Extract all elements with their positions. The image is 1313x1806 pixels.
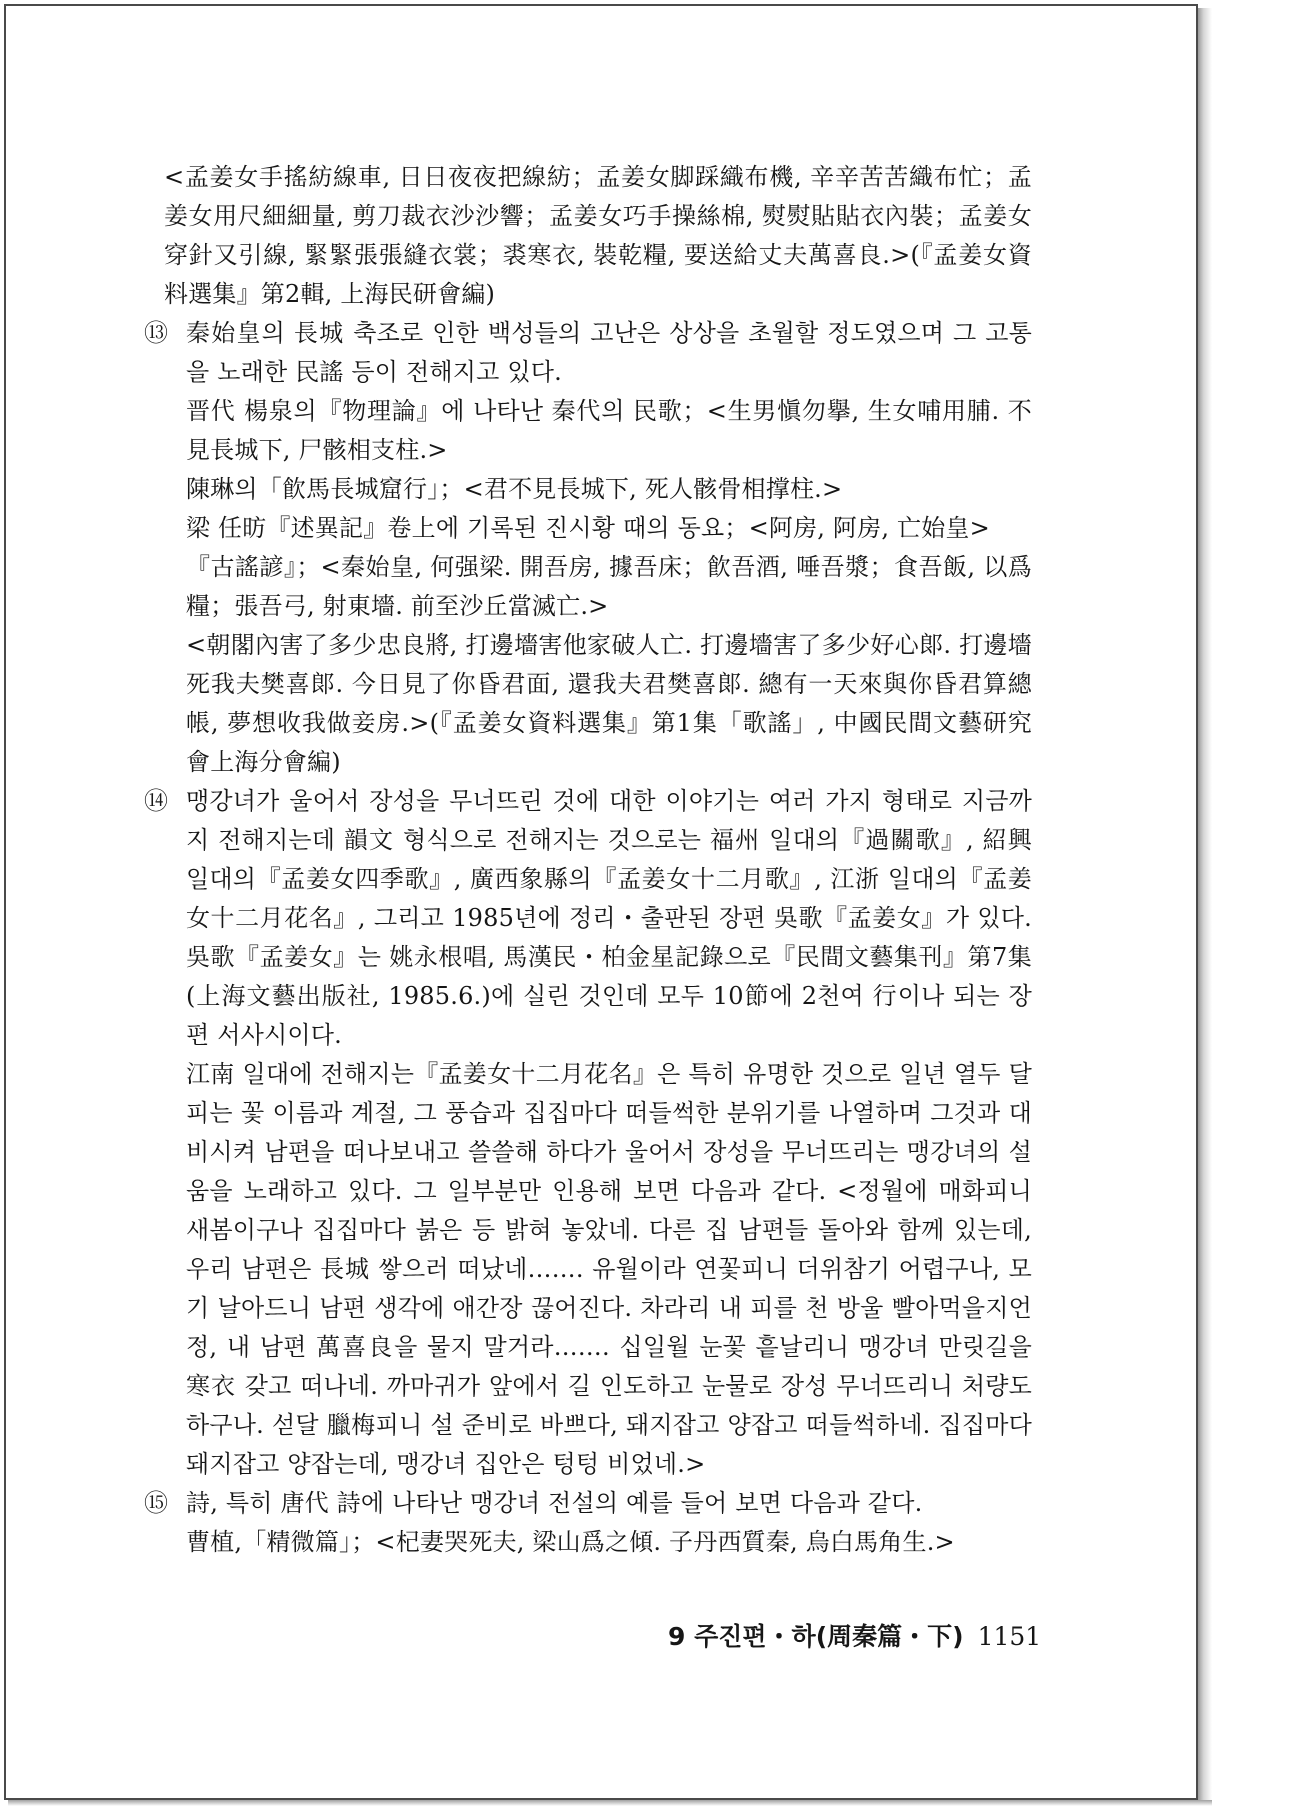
note-number: ⑭ bbox=[144, 787, 169, 815]
page-body bbox=[144, 158, 1032, 1562]
note-15-line-1: 曹植,「精微篇」；<杞妻哭死夫, 梁山爲之傾. 子丹西質秦, 烏白馬角生.> bbox=[186, 1528, 955, 1556]
note-text: 맹강녀가 울어서 장성을 무너뜨린 것에 대한 이야기는 여러 가지 형태로 지금까지 전해지는데 韻文 형식으로 전해지는 것으로는 福州 일대의『過關歌』, 紹興 일대의『孟姜女四季歌』, 廣西象縣의『孟姜女十二月歌』, 江浙 일대의『孟姜女十二月花名』, 그리고 1985년에 정리・출판된 장편 吳歌『孟姜女』가 있다. 吳歌『孟姜女』는 姚永根唱, 馬漢民・柏金星記錄으로『民間文藝集刊』第7集(上海文藝出版社, 1985.6.)에 실린 것인데 모두 10節에 2천여 行이나 되는 장편 서사시이다. bbox=[186, 787, 1032, 1049]
page-bottom-shadow bbox=[8, 1800, 1212, 1806]
note-15 bbox=[144, 1484, 1032, 1523]
note-14 bbox=[144, 782, 1032, 1055]
note-number: ⑬ bbox=[144, 319, 169, 347]
note-13-line-4: 『古謠諺』；<秦始皇, 何强梁. 開吾房, 據吾床；飮吾酒, 唾吾漿；食吾飯, 以爲糧；張吾弓, 射東墻. 前至沙丘當滅亡.> bbox=[186, 553, 1032, 620]
chapter-title: 9 주진편・하(周秦篇・下) bbox=[668, 1622, 964, 1651]
note-13-line-3: 梁 任昉『述異記』卷上에 기록된 진시황 때의 동요；<阿房, 阿房, 亡始皇> bbox=[186, 514, 990, 542]
page-edge-shadow bbox=[1198, 8, 1212, 1804]
note-13-line-2: 陳琳의「飮馬長城窟行」；<君不見長城下, 死人骸骨相撑柱.> bbox=[186, 475, 843, 503]
note-13-line-1: 晋代 楊泉의『物理論』에 나타난 秦代의 民歌；<生男愼勿擧, 生女哺用脯. 不見長城下, 尸骸相支柱.> bbox=[186, 397, 1032, 464]
page-footer bbox=[668, 1620, 1041, 1654]
note-text: 秦始皇의 長城 축조로 인한 백성들의 고난은 상상을 초월할 정도였으며 그 고통을 노래한 民謠 등이 전해지고 있다. bbox=[186, 319, 1032, 386]
note-text: 詩, 특히 唐代 詩에 나타난 맹강녀 전설의 예를 들어 보면 다음과 같다. bbox=[186, 1489, 923, 1517]
note-14-line-1: 江南 일대에 전해지는『孟姜女十二月花名』은 특히 유명한 것으로 일년 열두 달 피는 꽃 이름과 계절, 그 풍습과 집집마다 떠들썩한 분위기를 나열하며 그것과 대비시켜 남편을 떠나보내고 쓸쓸해 하다가 울어서 장성을 무너뜨리는 맹강녀의 설움을 노래하고 있다. 그 일부분만 인용해 보면 다음과 같다. <정월에 매화피니 새봄이구나 집집마다 붉은 등 밝혀 놓았네. 다른 집 남편들 돌아와 함께 있는데, 우리 남편은 長城 쌓으러 떠났네……. 유월이라 연꽃피니 더위참기 어렵구나, 모기 날아드니 남편 생각에 애간장 끊어진다. 차라리 내 피를 천 방울 빨아먹을지언정, 내 남편 萬喜良을 물지 말거라……. 십일월 눈꽃 흩날리니 맹강녀 만릿길을 寒衣 갖고 떠나네. 까마귀가 앞에서 길 인도하고 눈물로 장성 무너뜨리니 처량도 하구나. 섣달 臘梅피니 설 준비로 바쁘다, 돼지잡고 양잡고 떠들썩하네. 집집마다 돼지잡고 양잡는데, 맹강녀 집안은 텅텅 비었네.> bbox=[186, 1060, 1032, 1478]
quote-paragraph: <孟姜女手搖紡線車, 日日夜夜把線紡；孟姜女脚踩織布機, 辛辛苦苦織布忙；孟姜女用尺細細量, 剪刀裁衣沙沙響；孟姜女巧手操絲棉, 熨熨貼貼衣內裝；孟姜女穿針又引線, 緊緊張張縫衣裳；裘寒衣, 裝乾糧, 要送給丈夫萬喜良.>(『孟姜女資料選集』第2輯, 上海民研會編) bbox=[164, 163, 1032, 308]
page-number: 1151 bbox=[977, 1622, 1042, 1651]
note-13 bbox=[144, 314, 1032, 392]
note-13-line-5: <朝閣內害了多少忠良將, 打邊墻害他家破人亡. 打邊墻害了多少好心郞. 打邊墻死我夫樊喜郞. 今日見了你昏君面, 還我夫君樊喜郞. 總有一天來與你昏君算總帳, 夢想收我做妾房.>(『孟姜女資料選集』第1集「歌謠」, 中國民間文藝研究會上海分會編) bbox=[186, 631, 1032, 776]
note-number: ⑮ bbox=[144, 1489, 169, 1517]
